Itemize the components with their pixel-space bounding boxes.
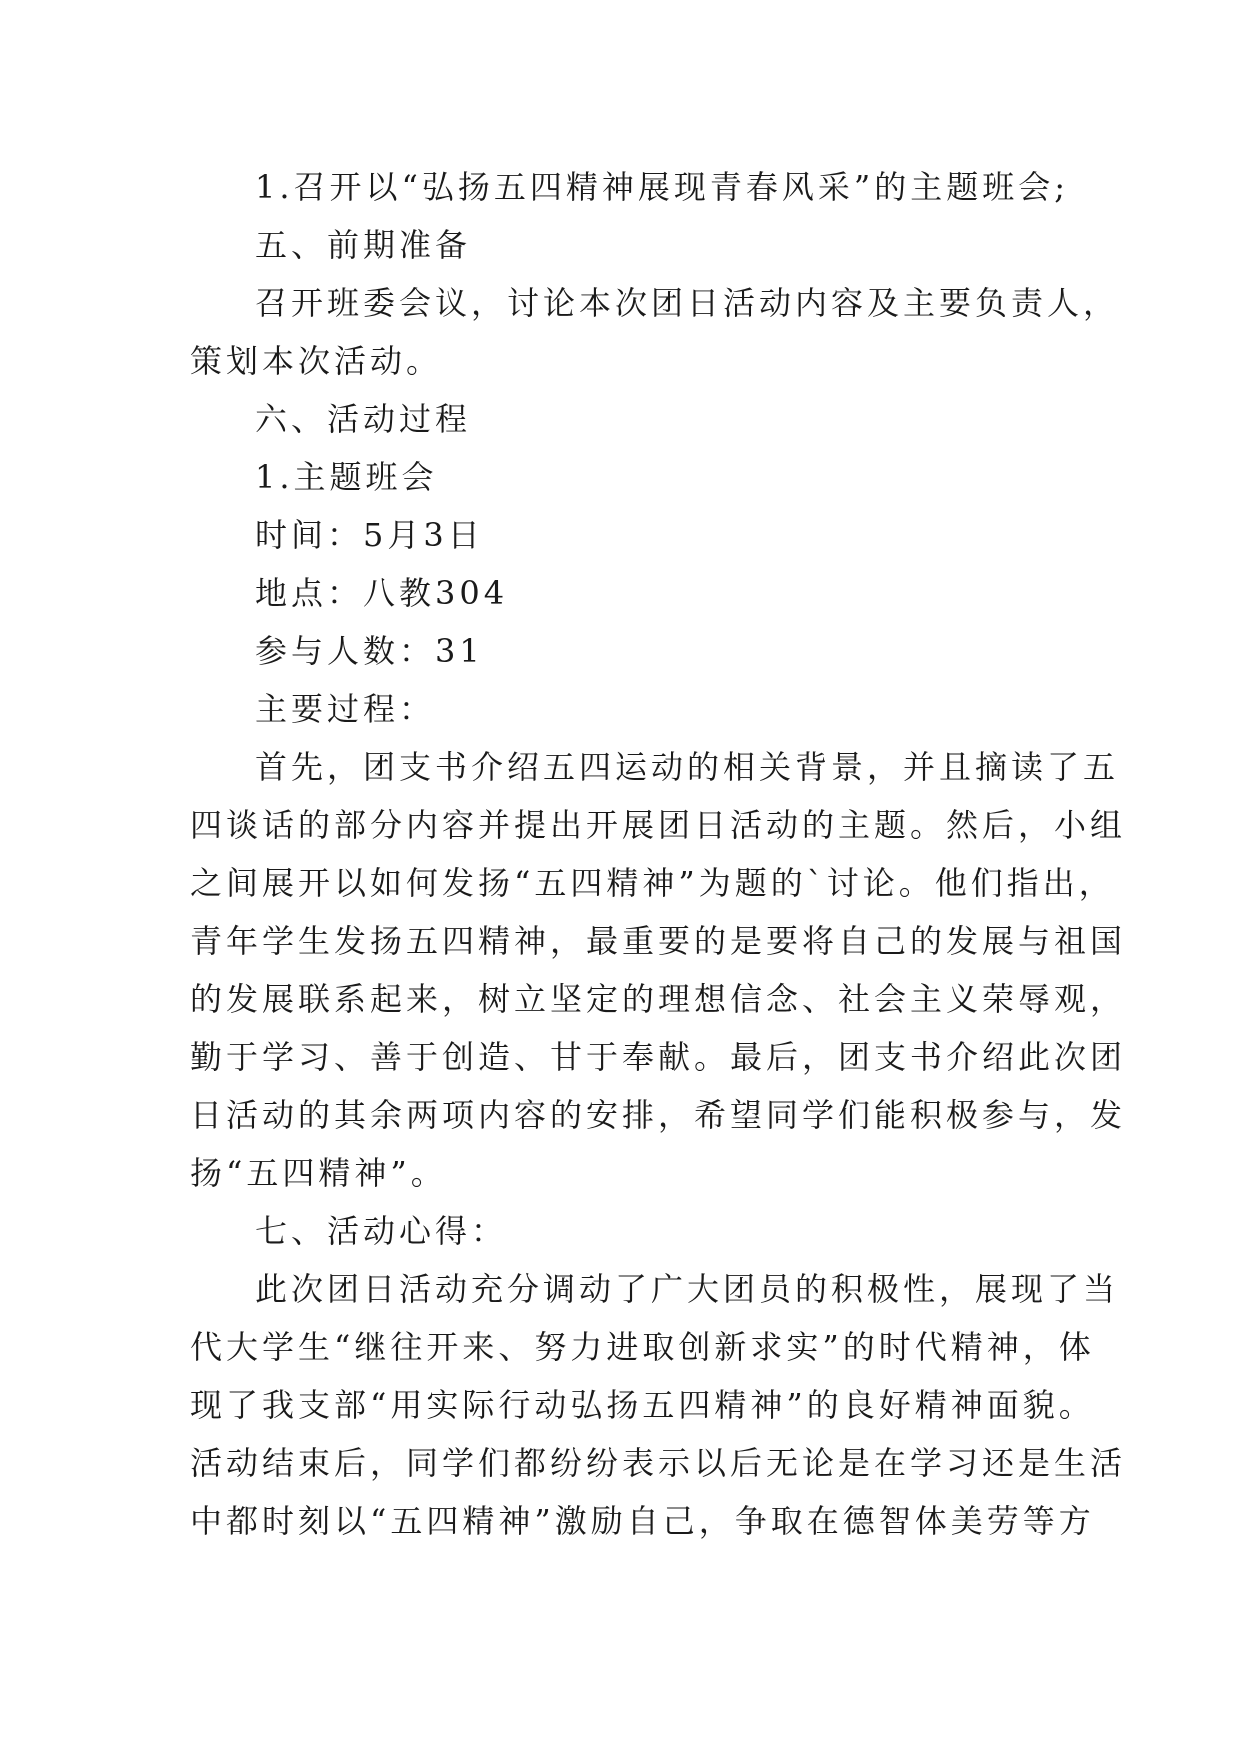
text-line: 的发展联系起来，树立坚定的理想信念、社会主义荣辱观， [190, 980, 1127, 1018]
text-line: 代大学生“继往开来、努力进取创新求实”的时代精神，体 [190, 1328, 1095, 1366]
text-line: 现了我支部“用实际行动弘扬五四精神”的良好精神面貌。 [190, 1386, 1095, 1424]
section-heading: 六、活动过程 [255, 400, 472, 438]
text-line: 四谈话的部分内容并提出开展团日活动的主题。然后，小组 [190, 806, 1127, 844]
text-line: 首先，团支书介绍五四运动的相关背景，并且摘读了五 [255, 748, 1120, 786]
text-line: 召开班委会议，讨论本次团日活动内容及主要负责人， [255, 284, 1120, 322]
text-line: 勤于学习、善于创造、甘于奉献。最后，团支书介绍此次团 [190, 1038, 1127, 1076]
subheading: 1.主题班会 [255, 458, 438, 496]
text-line: 时间：5月3日 [255, 516, 484, 554]
section-heading: 七、活动心得： [255, 1212, 508, 1250]
text-line: 参与人数：31 [255, 632, 484, 670]
text-line: 扬“五四精神”。 [190, 1154, 447, 1192]
text-line: 日活动的其余两项内容的安排，希望同学们能积极参与，发 [190, 1096, 1127, 1134]
text-line: 活动结束后，同学们都纷纷表示以后无论是在学习还是生活 [190, 1444, 1127, 1482]
text-line: 主要过程： [255, 690, 436, 728]
text-line: 策划本次活动。 [190, 342, 443, 380]
text-line: 地点：八教304 [255, 574, 509, 612]
text-line: 中都时刻以“五四精神”激励自己，争取在德智体美劳等方 [190, 1502, 1095, 1540]
text-line: 1.召开以“弘扬五四精神展现青春风采”的主题班会; [255, 168, 1070, 206]
section-heading: 五、前期准备 [255, 226, 472, 264]
text-line: 之间展开以如何发扬“五四精神”为题的`讨论。他们指出， [190, 864, 1115, 902]
text-line: 此次团日活动充分调动了广大团员的积极性，展现了当 [255, 1270, 1120, 1308]
text-line: 青年学生发扬五四精神，最重要的是要将自己的发展与祖国 [190, 922, 1127, 960]
